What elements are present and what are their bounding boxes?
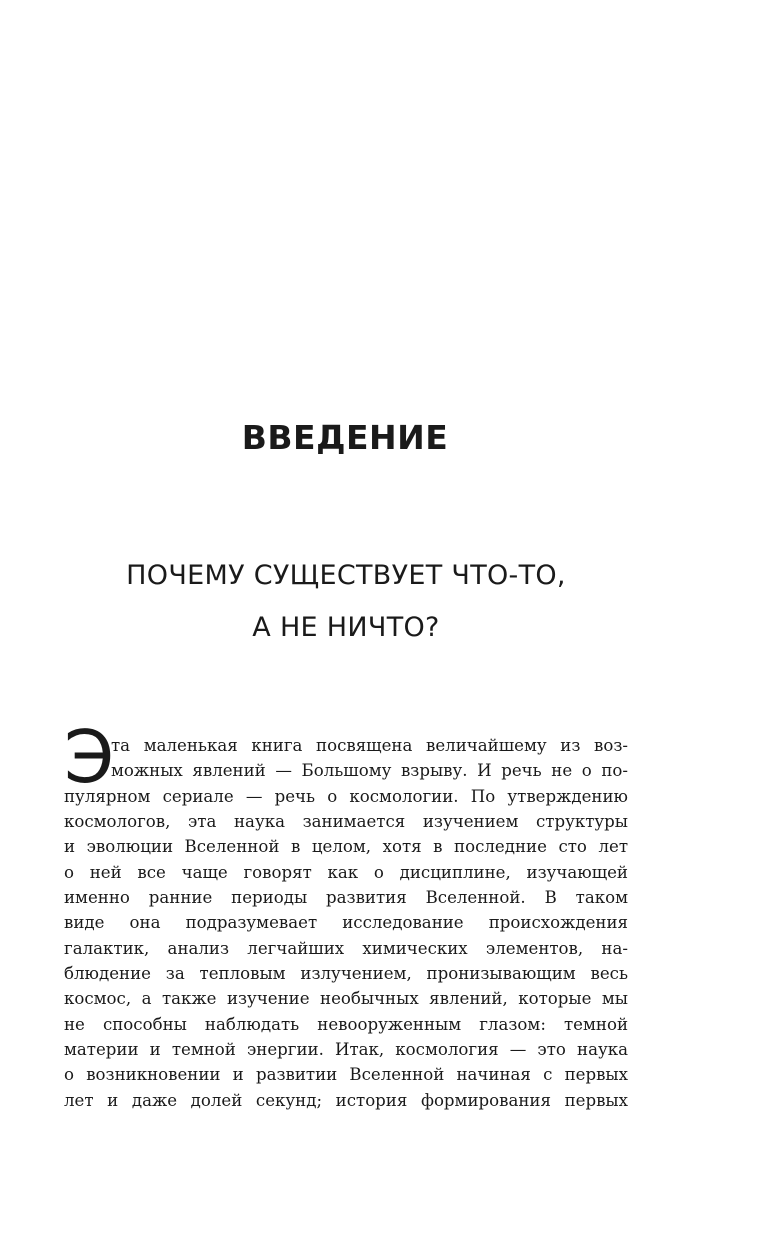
text-line: можных явлений — Большому взрыву. И речь не о по-	[111, 761, 628, 781]
text-line: галактик, анализ легчайших химических элементов, на-	[64, 938, 628, 958]
drop-cap: Э	[64, 715, 115, 799]
text-line: лет и даже долей секунд; история формирования первых	[64, 1090, 628, 1110]
text-line: и эволюции Вселенной в целом, хотя в последние сто лет	[64, 837, 628, 857]
text-line: та маленькая книга посвящена величайшему из воз-	[111, 736, 628, 755]
text-line: космос, а также изучение необычных явлений, которые мы	[64, 989, 628, 1009]
text-line: пулярном сериале — речь о космологии. По утверждению	[64, 786, 628, 806]
text-line: блюдение за тепловым излучением, пронизывающим весь	[64, 964, 628, 984]
subtitle-line: ПОЧЕМУ СУЩЕСТВУЕТ ЧТО-ТО,	[126, 560, 566, 591]
chapter-subtitle	[0, 550, 692, 654]
text-line: материи и темной энергии. Итак, космология — это наука	[64, 1040, 628, 1060]
text-line: о ней все чаще говорят как о дисциплине, изучающей	[64, 862, 628, 882]
subtitle-line: А НЕ НИЧТО?	[252, 612, 440, 643]
text-line: виде она подразумевает исследование происхождения	[64, 913, 628, 933]
body-paragraph	[64, 715, 628, 1113]
text-line: именно ранние периоды развития Вселенной. В таком	[64, 888, 628, 908]
chapter-title: ВВЕДЕНИЕ	[241, 418, 449, 457]
text-line: космологов, эта наука занимается изучением структуры	[64, 812, 628, 832]
text-line: о возникновении и развитии Вселенной начиная с первых	[64, 1065, 628, 1085]
text-line: не способны наблюдать невооруженным глазом: темной	[64, 1014, 628, 1034]
